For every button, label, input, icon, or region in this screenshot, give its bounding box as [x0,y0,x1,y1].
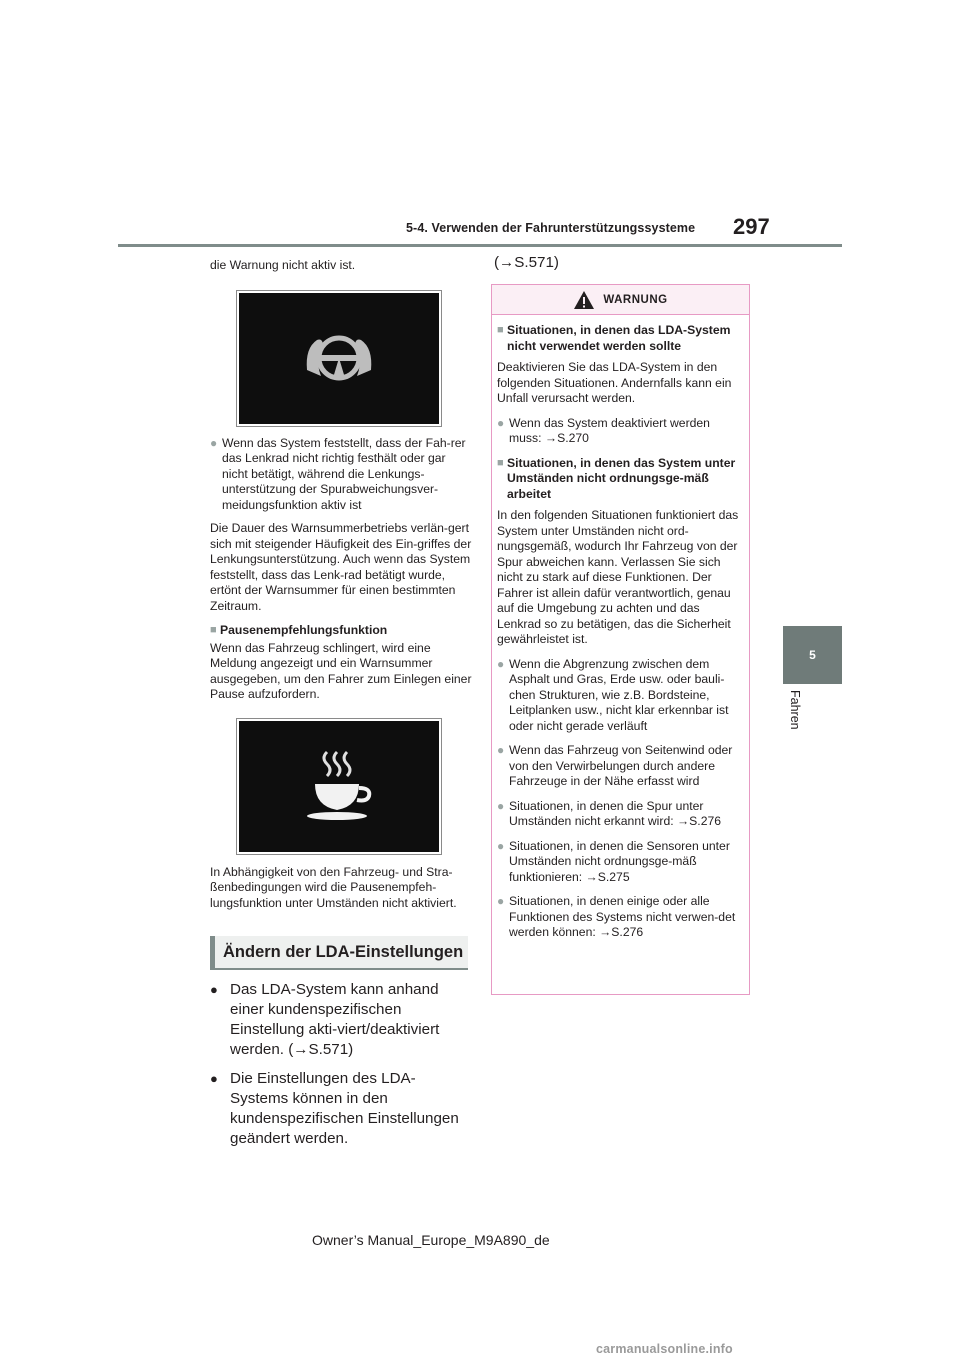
settings-list [210,980,472,1158]
paragraph: In Abhängigkeit von den Fahrzeug- und Stra-ßenbedingungen wird die Pausenempfeh-lungsfunktion unter Umständen nicht aktiviert. [210,864,457,910]
bullet-dot-icon: ● [497,798,505,813]
bullet-dot-icon: ● [497,656,505,671]
section-heading: Ändern der LDA-Einstellungen [210,936,468,970]
bullet-text: Wenn das System deaktiviert werden muss: →S.270 [509,415,710,445]
warning-title: WARNUNG [603,293,668,306]
bullet-item [497,839,740,886]
bullet-dot-icon: ● [497,743,505,757]
bullet-dot-icon: ● [497,894,505,908]
bullet-item [497,743,740,790]
chapter-label: Fahren [788,690,802,730]
square-bullet-icon: ■ [210,624,217,636]
bullet-item [497,894,740,941]
left-column [210,258,472,920]
page-reference[interactable]: (→S.571) [494,254,559,271]
bullet-text: Situationen, in denen die Spur unter Umständen nicht erkannt wird: →S.276 [509,798,722,828]
paragraph: Deaktivieren Sie das LDA-System in den folgenden Situationen. Andernfalls kann ein Unfall verursacht werden. [497,360,732,405]
subheading [497,323,740,354]
bullet-text: Situationen, in denen einige oder alle Funktionen des Systems nicht verwen-det werden können: →S.276 [509,894,736,939]
bullet-text: Wenn das Fahrzeug von Seitenwind oder von den Verwirbelungen durch andere Fahrzeuge in der Nähe erfasst wird [509,743,733,788]
steering-warning-display [236,290,442,427]
subheading-text: Pausenempfehlungsfunktion [220,623,388,637]
chapter-number: 5 [809,648,816,662]
watermark[interactable]: carmanualsonline.info [596,1342,733,1356]
section-title: 5-4. Verwenden der Fahrunterstützungssysteme [406,221,696,235]
chapter-tab[interactable] [783,626,842,684]
subheading-text: Situationen, in denen das LDA-System nicht verwendet werden sollte [507,323,731,353]
subheading-text: Situationen, in denen das System unter Umständen nicht ordnungsge-mäß arbeitet [507,455,736,501]
list-item [210,1069,472,1149]
bullet-item [497,657,740,735]
square-bullet-icon: ■ [497,456,504,469]
bullet-text: Wenn die Abgrenzung zwischen dem Asphalt und Gras, Erde usw. oder bauli-chen Strukturen, wie z.B. Bordsteine, Leitplanken usw., nicht klar erkennbar ist oder nicht gerade verläuft [509,656,729,733]
bullet-item [210,436,472,514]
page-number: 297 [733,214,770,239]
bullet-text: Situationen, in denen die Sensoren unter Umständen nicht ordnungsge-mäß funktionieren: →S.275 [509,838,730,884]
bullet-text: Wenn das System feststellt, dass der Fah-rer das Lenkrad nicht richtig festhält oder gar nicht betätigt, während die Lenkungs-unterstützung der Spurabweichungsver-meidungsfunktion aktiv ist [222,435,466,512]
coffee-cup-icon [303,748,375,824]
bullet-dot-icon: ● [497,415,505,430]
list-item-text: Die Einstellungen des LDA-Systems können in den kundenspezifischen Einstellungen geändert werden. [230,1070,459,1147]
list-item-text: Das LDA-System kann anhand einer kundenspezifischen Einstellung akti-viert/deaktiviert werden. (→S.571) [230,981,440,1058]
header-rule [118,244,842,247]
intro-text: die Warnung nicht aktiv ist. [210,258,356,272]
bullet-dot-icon: ● [210,435,218,450]
break-recommendation-display [236,718,442,855]
bullet-item [497,416,740,447]
bullet-item [497,799,740,830]
subheading [497,456,740,503]
bullet-dot-icon: ● [497,838,505,853]
steering-wheel-hands-icon [301,328,377,388]
paragraph: Wenn das Fahrzeug schlingert, wird eine Meldung angezeigt und ein Warnsummer ausgegeben, um den Fahrer zum Einlegen einer Pause aufzufordern. [210,640,472,701]
square-bullet-icon: ■ [497,324,504,336]
footer-text: Owner’s Manual_Europe_M9A890_de [312,1232,550,1248]
paragraph: Die Dauer des Warnsummerbetriebs verlän-gert sich mit steigender Häufigkeit des Ein-griffes der Lenkungsunterstützung. Auch wenn das System feststellt, dass das Lenk-rad betätigt wurde, ertönt der Warnsummer für einen bestimmten Zeitraum. [210,521,472,613]
subheading [210,623,472,639]
paragraph: In den folgenden Situationen funktioniert das System unter Umständen nicht ord-nungsgemäß, wodurch Ihr Fahrzeug von der Spur abweichen kann. Verlassen Sie sich nicht zu stark auf diese Funktionen. Der Fahrer ist allein dafür verantwortlich, genau auf die Umgebung zu achten und das Lenkrad so zu betätigen, das die Sicherheit gewährleistet ist. [497,508,739,646]
list-item [210,980,472,1060]
bullet-dot-icon: ● [210,1071,218,1086]
warning-box [491,284,750,995]
warning-triangle-icon [573,290,595,310]
warning-header [492,285,749,315]
bullet-dot-icon: ● [210,982,218,997]
